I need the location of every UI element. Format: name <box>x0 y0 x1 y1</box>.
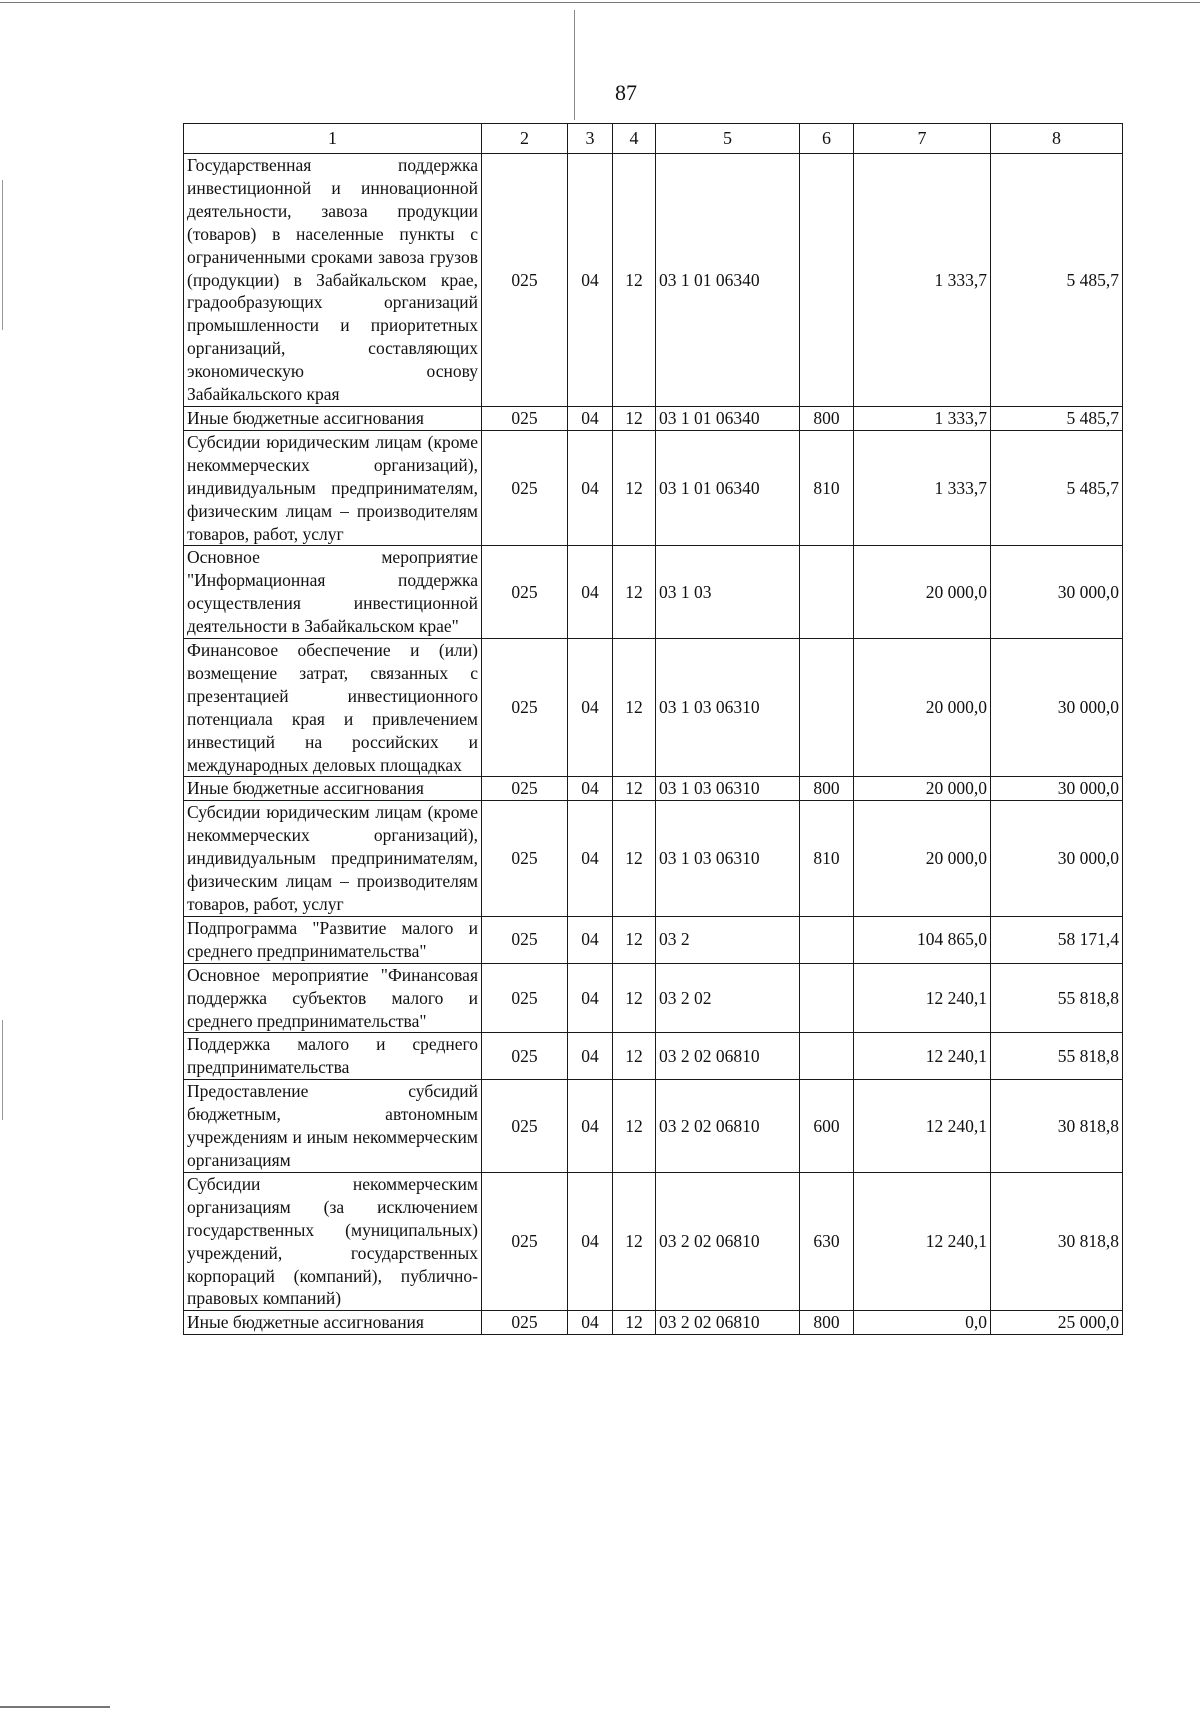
ministry-code: 025 <box>482 406 568 430</box>
section-code: 04 <box>568 1080 613 1173</box>
expense-type-code <box>800 916 854 963</box>
subsection-code: 12 <box>613 639 656 777</box>
header-row <box>184 124 1123 154</box>
expense-type-code: 800 <box>800 777 854 801</box>
row-name: Субсидии юридическим лицам (кроме некоммерческих организаций), индивидуальным предпринимателям, физическим лицам – производителям товаров, работ, услуг <box>184 430 482 546</box>
ministry-code: 025 <box>482 154 568 407</box>
amount-col-7: 20 000,0 <box>854 801 991 917</box>
amount-col-8: 30 000,0 <box>991 639 1123 777</box>
amount-col-7: 20 000,0 <box>854 546 991 639</box>
subsection-code: 12 <box>613 430 656 546</box>
row-name: Основное мероприятие "Информационная поддержка осуществления инвестиционной деятельности в Забайкальском крае" <box>184 546 482 639</box>
section-code: 04 <box>568 963 613 1033</box>
amount-col-7: 12 240,1 <box>854 963 991 1033</box>
amount-col-8: 30 818,8 <box>991 1080 1123 1173</box>
left-scan-mark <box>2 180 3 330</box>
ministry-code: 025 <box>482 1033 568 1080</box>
amount-col-7: 12 240,1 <box>854 1033 991 1080</box>
table-row <box>184 1311 1123 1335</box>
table-row <box>184 916 1123 963</box>
subsection-code: 12 <box>613 1080 656 1173</box>
expense-type-code: 630 <box>800 1172 854 1310</box>
table-row <box>184 963 1123 1033</box>
left-scan-mark <box>2 1020 3 1120</box>
section-code: 04 <box>568 1311 613 1335</box>
amount-col-8: 25 000,0 <box>991 1311 1123 1335</box>
section-code: 04 <box>568 801 613 917</box>
section-code: 04 <box>568 546 613 639</box>
ministry-code: 025 <box>482 1172 568 1310</box>
amount-col-7: 1 333,7 <box>854 430 991 546</box>
ministry-code: 025 <box>482 546 568 639</box>
column-header: 2 <box>482 124 568 154</box>
target-code: 03 2 02 06810 <box>656 1080 800 1173</box>
ministry-code: 025 <box>482 963 568 1033</box>
row-name: Иные бюджетные ассигнования <box>184 1311 482 1335</box>
target-code: 03 1 01 06340 <box>656 430 800 546</box>
amount-col-7: 12 240,1 <box>854 1172 991 1310</box>
subsection-code: 12 <box>613 1311 656 1335</box>
table-row <box>184 406 1123 430</box>
row-name: Основное мероприятие "Финансовая поддержка субъектов малого и среднего предпринимательства" <box>184 963 482 1033</box>
amount-col-8: 5 485,7 <box>991 406 1123 430</box>
row-name: Подпрограмма "Развитие малого и среднего предпринимательства" <box>184 916 482 963</box>
subsection-code: 12 <box>613 777 656 801</box>
amount-col-8: 5 485,7 <box>991 430 1123 546</box>
amount-col-7: 1 333,7 <box>854 154 991 407</box>
ministry-code: 025 <box>482 1311 568 1335</box>
table-row <box>184 639 1123 777</box>
expense-type-code <box>800 1033 854 1080</box>
amount-col-7: 0,0 <box>854 1311 991 1335</box>
top-border-line <box>0 2 1200 3</box>
subsection-code: 12 <box>613 1033 656 1080</box>
section-code: 04 <box>568 1172 613 1310</box>
amount-col-8: 30 000,0 <box>991 801 1123 917</box>
section-code: 04 <box>568 639 613 777</box>
expense-type-code <box>800 963 854 1033</box>
amount-col-7: 12 240,1 <box>854 1080 991 1173</box>
expense-type-code: 810 <box>800 801 854 917</box>
row-name: Субсидии юридическим лицам (кроме некоммерческих организаций), индивидуальным предпринимателям, физическим лицам – производителям товаров, работ, услуг <box>184 801 482 917</box>
ministry-code: 025 <box>482 916 568 963</box>
table-row <box>184 430 1123 546</box>
row-name: Финансовое обеспечение и (или) возмещение затрат, связанных с презентацией инвестиционного потенциала края и привлечением инвестиций на российских и международных деловых площадках <box>184 639 482 777</box>
amount-col-8: 55 818,8 <box>991 1033 1123 1080</box>
section-code: 04 <box>568 154 613 407</box>
expense-type-code: 800 <box>800 1311 854 1335</box>
table-row <box>184 1080 1123 1173</box>
column-header: 4 <box>613 124 656 154</box>
expense-type-code <box>800 546 854 639</box>
amount-col-8: 30 818,8 <box>991 1172 1123 1310</box>
target-code: 03 1 03 06310 <box>656 639 800 777</box>
ministry-code: 025 <box>482 801 568 917</box>
target-code: 03 2 02 06810 <box>656 1311 800 1335</box>
amount-col-7: 1 333,7 <box>854 406 991 430</box>
target-code: 03 1 01 06340 <box>656 154 800 407</box>
target-code: 03 2 02 06810 <box>656 1033 800 1080</box>
table-row <box>184 801 1123 917</box>
column-header: 6 <box>800 124 854 154</box>
ministry-code: 025 <box>482 639 568 777</box>
table-row <box>184 1033 1123 1080</box>
expense-type-code <box>800 154 854 407</box>
subsection-code: 12 <box>613 546 656 639</box>
target-code: 03 2 02 <box>656 963 800 1033</box>
target-code: 03 1 01 06340 <box>656 406 800 430</box>
subsection-code: 12 <box>613 1172 656 1310</box>
amount-col-8: 55 818,8 <box>991 963 1123 1033</box>
expense-type-code: 810 <box>800 430 854 546</box>
row-name: Предоставление субсидий бюджетным, автономным учреждениям и иным некоммерческим организациям <box>184 1080 482 1173</box>
section-code: 04 <box>568 916 613 963</box>
column-header: 8 <box>991 124 1123 154</box>
row-name: Иные бюджетные ассигнования <box>184 406 482 430</box>
ministry-code: 025 <box>482 777 568 801</box>
ministry-code: 025 <box>482 1080 568 1173</box>
target-code: 03 1 03 06310 <box>656 777 800 801</box>
table-row <box>184 777 1123 801</box>
target-code: 03 1 03 06310 <box>656 801 800 917</box>
row-name: Поддержка малого и среднего предпринимательства <box>184 1033 482 1080</box>
target-code: 03 2 02 06810 <box>656 1172 800 1310</box>
expense-type-code: 800 <box>800 406 854 430</box>
amount-col-8: 58 171,4 <box>991 916 1123 963</box>
row-name: Иные бюджетные ассигнования <box>184 777 482 801</box>
amount-col-8: 30 000,0 <box>991 777 1123 801</box>
ministry-code: 025 <box>482 430 568 546</box>
section-code: 04 <box>568 430 613 546</box>
subsection-code: 12 <box>613 963 656 1033</box>
subsection-code: 12 <box>613 154 656 407</box>
table-row <box>184 546 1123 639</box>
page-number: 87 <box>615 80 637 105</box>
column-header: 3 <box>568 124 613 154</box>
table-row <box>184 1172 1123 1310</box>
amount-col-8: 5 485,7 <box>991 154 1123 407</box>
row-name: Государственная поддержка инвестиционной и инновационной деятельности, завоза продукции (товаров) в населенные пункты с ограниченными сроками завоза грузов (продукции) в Забайкальском крае, градообразующих организаций промышленности и приоритетных организаций, составляющих экономическую основу Забайкальского края <box>184 154 482 407</box>
column-header: 5 <box>656 124 800 154</box>
subsection-code: 12 <box>613 916 656 963</box>
expense-type-code <box>800 639 854 777</box>
expense-type-code: 600 <box>800 1080 854 1173</box>
amount-col-7: 20 000,0 <box>854 777 991 801</box>
table-row <box>184 154 1123 407</box>
amount-col-7: 20 000,0 <box>854 639 991 777</box>
section-code: 04 <box>568 1033 613 1080</box>
target-code: 03 1 03 <box>656 546 800 639</box>
column-header: 7 <box>854 124 991 154</box>
subsection-code: 12 <box>613 406 656 430</box>
amount-col-8: 30 000,0 <box>991 546 1123 639</box>
bottom-scan-mark <box>0 1706 110 1708</box>
row-name: Субсидии некоммерческим организациям (за исключением государственных (муниципальных) учреждений, государственных корпораций (компаний), публично-правовых компаний) <box>184 1172 482 1310</box>
subsection-code: 12 <box>613 801 656 917</box>
amount-col-7: 104 865,0 <box>854 916 991 963</box>
budget-table <box>183 123 1123 1335</box>
section-code: 04 <box>568 777 613 801</box>
target-code: 03 2 <box>656 916 800 963</box>
section-code: 04 <box>568 406 613 430</box>
column-header: 1 <box>184 124 482 154</box>
